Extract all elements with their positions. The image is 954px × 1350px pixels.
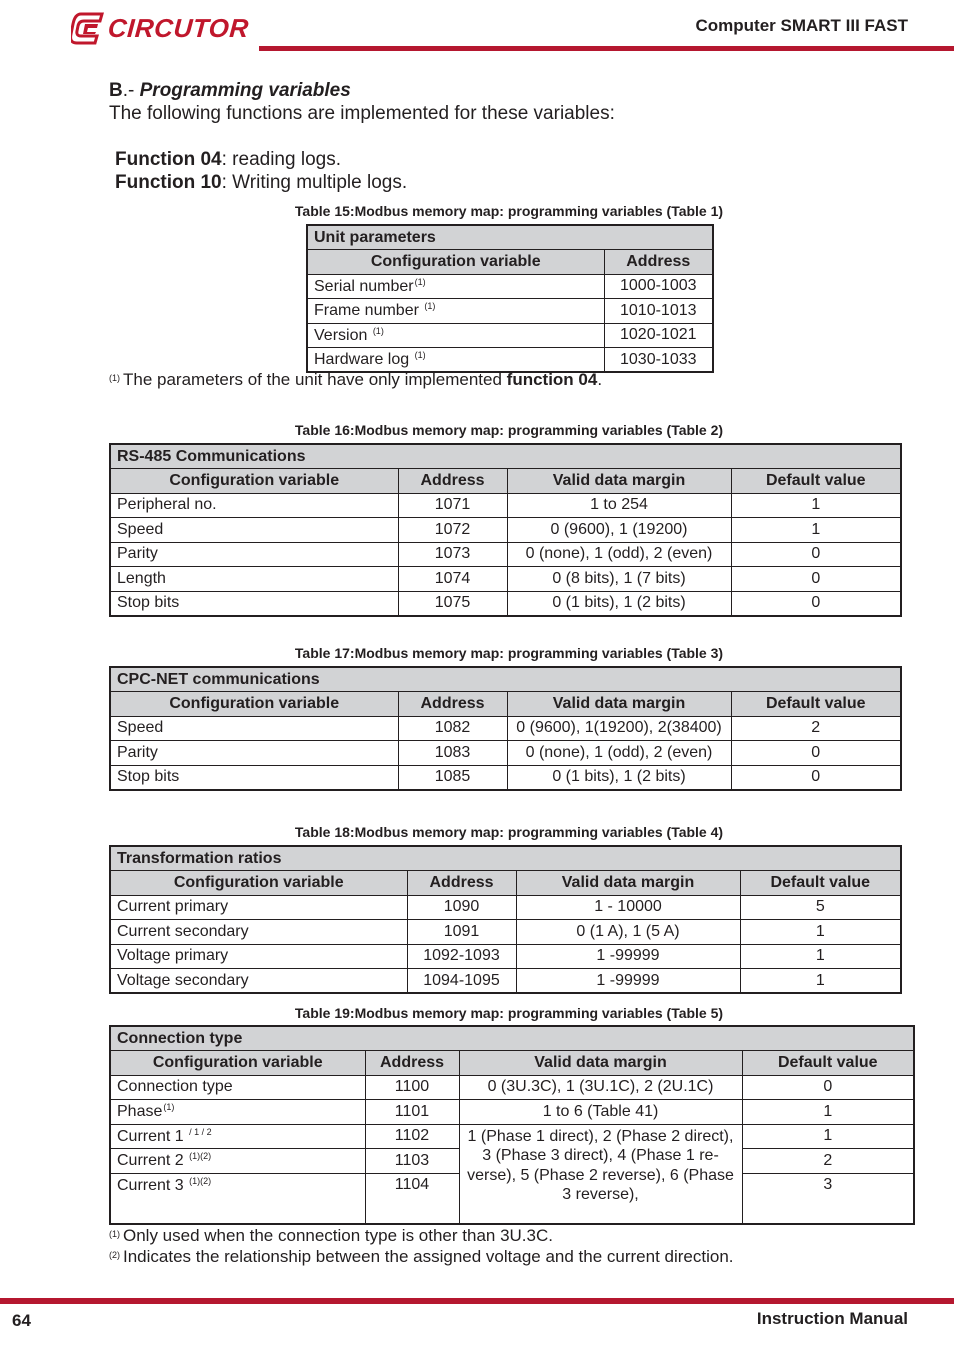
table-group-title: Transformation ratios	[110, 846, 901, 871]
default-cell: 1	[740, 969, 901, 994]
default-cell: 0	[731, 567, 901, 592]
variable-name: Current 2	[117, 1152, 189, 1170]
column-header: Valid data margin	[459, 1051, 742, 1076]
variable-cell: Current primary	[110, 895, 407, 920]
function-name: Function 04	[115, 149, 222, 170]
table-group-title: Unit parameters	[307, 225, 713, 250]
column-header: Address	[398, 469, 507, 494]
address-cell: 1020-1021	[604, 323, 713, 348]
column-header: Valid data margin	[516, 871, 740, 896]
circutor-logo-icon	[71, 12, 105, 45]
footnote-bold: function 04	[506, 370, 598, 389]
column-header: Valid data margin	[507, 469, 731, 494]
address-cell: 1101	[365, 1100, 459, 1125]
brand-name: CIRCUTOR	[106, 13, 250, 43]
column-header: Address	[407, 871, 516, 896]
variable-cell	[307, 348, 604, 373]
table-row	[110, 591, 901, 616]
table-header-row	[110, 871, 901, 896]
default-cell: 1	[731, 493, 901, 518]
variable-cell: Voltage secondary	[110, 969, 407, 994]
margin-cell: 0 (8 bits), 1 (7 bits)	[507, 567, 731, 592]
section-intro: The following functions are implemented for these variables:	[109, 103, 615, 124]
footnote-mark: (1)(2)	[189, 1151, 212, 1162]
section-separator: .-	[122, 80, 140, 101]
variable-cell: Peripheral no.	[110, 493, 398, 518]
variable-cell: Stop bits	[110, 765, 398, 790]
table-caption: Table 18:Modbus memory map: programming variables (Table 4)	[294, 824, 724, 840]
address-cell: 1073	[398, 542, 507, 567]
address-cell: 1103	[365, 1149, 459, 1174]
margin-cell: 1 -99999	[516, 969, 740, 994]
margin-cell: 0 (1 A), 1 (5 A)	[516, 920, 740, 945]
table-group-row	[307, 225, 713, 250]
table-connection-type	[109, 1025, 915, 1225]
footnote-mark: (1)	[372, 325, 384, 336]
document-title: Computer SMART III FAST	[695, 16, 908, 35]
margin-cell: 1 -99999	[516, 944, 740, 969]
function-name: Function 10	[115, 172, 222, 193]
table-row	[110, 944, 901, 969]
variable-cell	[110, 1124, 365, 1149]
variable-cell	[110, 1075, 365, 1100]
margin-cell: 0 (1 bits), 1 (2 bits)	[507, 591, 731, 616]
variable-cell	[307, 274, 604, 299]
address-cell: 1100	[365, 1075, 459, 1100]
column-header: Default value	[731, 692, 901, 717]
address-cell: 1090	[407, 895, 516, 920]
address-cell: 1094-1095	[407, 969, 516, 994]
table-row	[110, 741, 901, 766]
address-cell: 1075	[398, 591, 507, 616]
table-row	[307, 299, 713, 324]
address-cell: 1082	[398, 716, 507, 741]
margin-cell: 0 (1 bits), 1 (2 bits)	[507, 765, 731, 790]
column-header: Configuration variable	[110, 871, 407, 896]
footer-title: Instruction Manual	[756, 1309, 908, 1328]
address-cell: 1102	[365, 1124, 459, 1149]
table-row	[307, 274, 713, 299]
variable-cell: Parity	[110, 741, 398, 766]
column-header: Configuration variable	[110, 469, 398, 494]
variable-name: Version	[314, 326, 372, 344]
footnote	[109, 1226, 553, 1246]
address-cell: 1072	[398, 518, 507, 543]
variable-name: Phase	[117, 1103, 163, 1121]
table-cpc-net	[109, 666, 902, 791]
default-cell: 0	[731, 591, 901, 616]
default-cell: 3	[742, 1173, 914, 1224]
default-cell: 1	[742, 1100, 914, 1125]
address-cell: 1074	[398, 567, 507, 592]
address-cell: 1091	[407, 920, 516, 945]
footnote-text: The parameters of the unit have only implemented	[123, 370, 507, 389]
variable-name: Current 3	[117, 1176, 189, 1194]
variable-cell	[307, 323, 604, 348]
footnote-mark: (1)	[109, 373, 120, 383]
default-cell: 2	[742, 1149, 914, 1174]
table-row	[110, 542, 901, 567]
table-transformation-ratios	[109, 845, 902, 994]
variable-cell: Speed	[110, 518, 398, 543]
column-header: Configuration variable	[307, 250, 604, 275]
margin-cell: 0 (3U.3C), 1 (3U.1C), 2 (2U.1C)	[459, 1075, 742, 1100]
table-row	[110, 1075, 914, 1100]
table-header-row	[110, 469, 901, 494]
column-header: Address	[365, 1051, 459, 1076]
margin-cell: 0 (none), 1 (odd), 2 (even)	[507, 542, 731, 567]
table-row	[110, 765, 901, 790]
footnote-mark: (1)	[414, 350, 426, 360]
address-cell: 1083	[398, 741, 507, 766]
address-cell: 1092-1093	[407, 944, 516, 969]
table-row	[307, 323, 713, 348]
variable-cell: Current secondary	[110, 920, 407, 945]
address-cell: 1000-1003	[604, 274, 713, 299]
page-number: 64	[12, 1311, 31, 1330]
margin-cell: 0 (none), 1 (odd), 2 (even)	[507, 741, 731, 766]
table-group-row	[110, 846, 901, 871]
variable-cell: Stop bits	[110, 591, 398, 616]
footnote-text: Only used when the connection type is other than 3U.3C.	[123, 1226, 553, 1245]
default-cell: 1	[742, 1124, 914, 1149]
column-header: Default value	[742, 1051, 914, 1076]
default-cell: 5	[740, 895, 901, 920]
table-row	[110, 518, 901, 543]
variable-name: Current 1	[117, 1127, 189, 1145]
column-header: Address	[604, 250, 713, 275]
default-cell: 0	[731, 765, 901, 790]
table-group-title: Connection type	[110, 1026, 914, 1051]
table-row	[307, 348, 713, 373]
brand-logo	[71, 12, 249, 45]
column-header: Default value	[731, 469, 901, 494]
column-header: Address	[398, 692, 507, 717]
footer-divider	[0, 1298, 954, 1304]
variable-name: Hardware log	[314, 351, 414, 368]
table-row	[110, 716, 901, 741]
table-group-row	[110, 667, 901, 692]
table-group-row	[110, 1026, 914, 1051]
section-title: Programming variables	[139, 80, 351, 101]
header-divider	[259, 46, 954, 51]
table-row	[110, 493, 901, 518]
variable-cell	[110, 1100, 365, 1125]
table-row	[110, 920, 901, 945]
footnote-mark: (1)	[163, 1102, 175, 1113]
table-group-title: RS-485 Communications	[110, 444, 901, 469]
address-cell: 1071	[398, 493, 507, 518]
table-caption: Table 15:Modbus memory map: programming variables (Table 1)	[294, 203, 724, 219]
section-heading	[109, 80, 351, 102]
variable-cell	[110, 1149, 365, 1174]
table-header-row	[110, 1051, 914, 1076]
column-header: Valid data margin	[507, 692, 731, 717]
table-row	[110, 567, 901, 592]
function-desc: : Writing multiple logs.	[221, 172, 408, 193]
address-cell: 1030-1033	[604, 348, 713, 373]
table-row	[110, 1124, 914, 1149]
table-row	[110, 1100, 914, 1125]
variable-cell: Speed	[110, 716, 398, 741]
table-caption: Table 16:Modbus memory map: programming variables (Table 2)	[294, 422, 724, 438]
footnote	[109, 1247, 734, 1267]
default-cell: 1	[740, 944, 901, 969]
variable-cell	[307, 299, 604, 324]
default-cell: 0	[742, 1075, 914, 1100]
footnote-mark: / 1 / 2	[189, 1126, 212, 1137]
table-row	[110, 895, 901, 920]
footnote-mark: (1)	[414, 276, 426, 287]
margin-cell: 0 (9600), 1 (19200)	[507, 518, 731, 543]
variable-cell: Parity	[110, 542, 398, 567]
margin-cell: 1 - 10000	[516, 895, 740, 920]
variable-name: Serial number	[314, 277, 414, 295]
function-line	[115, 172, 407, 194]
margin-cell: 1 to 6 (Table 41)	[459, 1100, 742, 1125]
variable-cell: Voltage primary	[110, 944, 407, 969]
column-header: Default value	[740, 871, 901, 896]
margin-cell: 0 (9600), 1(19200), 2(38400)	[507, 716, 731, 741]
table-group-title: CPC-NET communications	[110, 667, 901, 692]
column-header: Configuration variable	[110, 1051, 365, 1076]
variable-cell: Length	[110, 567, 398, 592]
table-header-row	[307, 250, 713, 275]
default-cell: 1	[740, 920, 901, 945]
table-header-row	[110, 692, 901, 717]
default-cell: 0	[731, 741, 901, 766]
address-cell: 1104	[365, 1173, 459, 1224]
variable-cell	[110, 1173, 365, 1224]
default-cell: 0	[731, 542, 901, 567]
default-cell: 1	[731, 518, 901, 543]
variable-name: Connection type	[117, 1078, 233, 1096]
footnote-mark: (2)	[109, 1250, 120, 1260]
column-header: Configuration variable	[110, 692, 398, 717]
merged-margin-cell: 1 (Phase 1 direct), 2 (Phase 2 direct), 3 (Phase 3 direct), 4 (Phase 1 re-verse), 5 (Phase 2 reverse), 6 (Phase 3 reverse),	[459, 1124, 742, 1224]
table-unit-parameters	[306, 224, 714, 373]
footnote	[109, 370, 602, 390]
table-row	[110, 969, 901, 994]
footnote-mark: (1)	[424, 301, 436, 312]
table-caption: Table 17:Modbus memory map: programming variables (Table 3)	[294, 645, 724, 661]
footnote-mark: (1)	[109, 1229, 120, 1239]
table-caption: Table 19:Modbus memory map: programming variables (Table 5)	[294, 1005, 724, 1021]
footnote-end: .	[597, 370, 603, 389]
variable-name: Frame number	[314, 302, 424, 320]
address-cell: 1010-1013	[604, 299, 713, 324]
margin-cell: 1 to 254	[507, 493, 731, 518]
function-line	[115, 149, 341, 171]
table-group-row	[110, 444, 901, 469]
address-cell: 1085	[398, 765, 507, 790]
footnote-mark: (1)(2)	[189, 1175, 212, 1186]
function-desc: : reading logs.	[221, 149, 341, 170]
table-rs485	[109, 443, 902, 617]
section-prefix: B	[109, 80, 123, 101]
footnote-text: Indicates the relationship between the assigned voltage and the current direction.	[123, 1247, 734, 1266]
default-cell: 2	[731, 716, 901, 741]
